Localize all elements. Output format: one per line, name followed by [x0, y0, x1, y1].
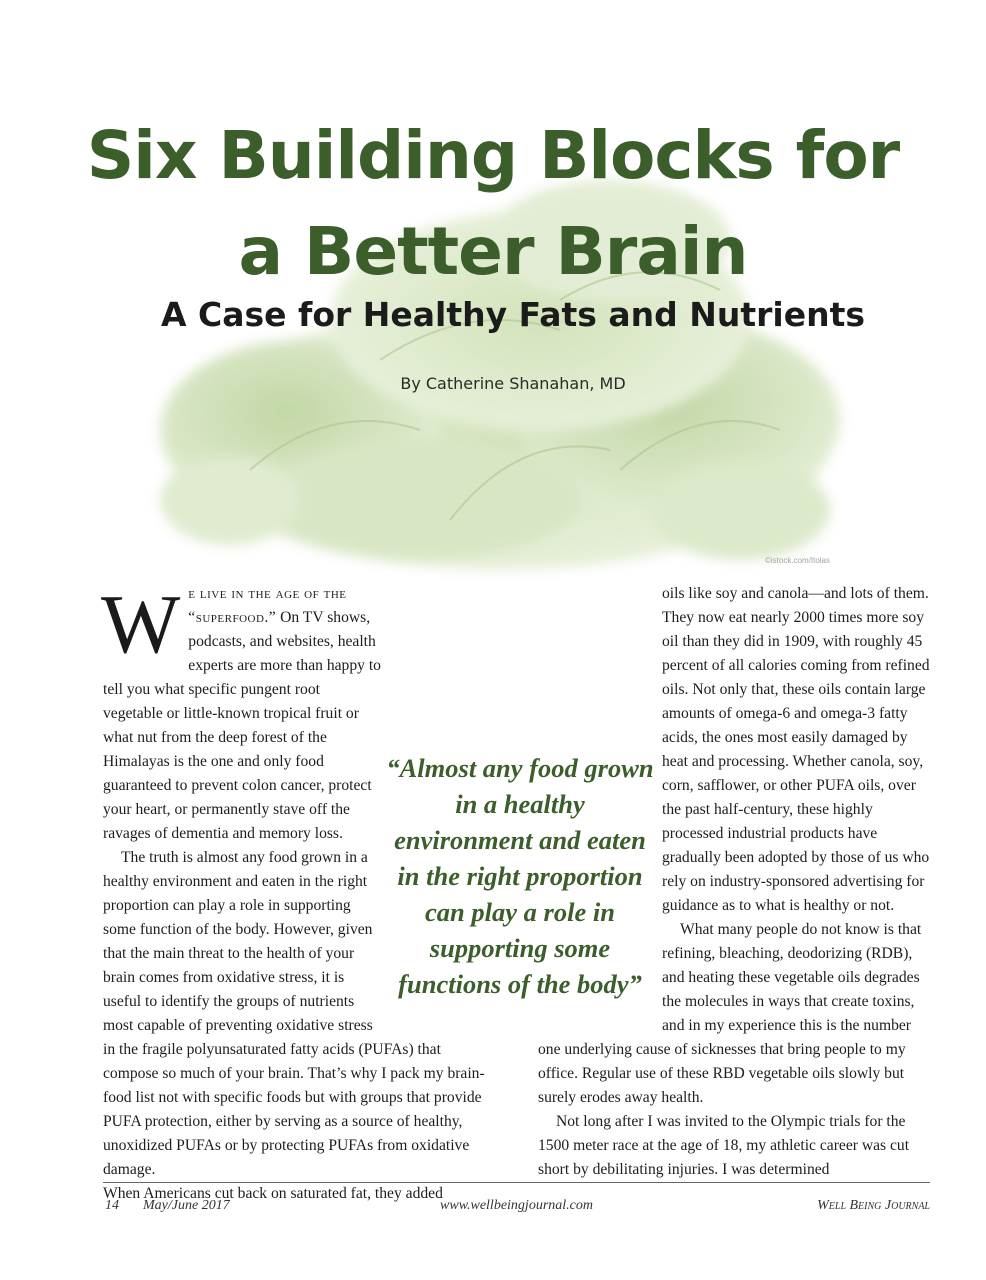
lead-in-smallcaps: e live in the age of the “superfood.” — [188, 585, 347, 626]
page-number: 14 — [105, 1198, 119, 1213]
journal-url: www.wellbeingjournal.com — [440, 1198, 593, 1213]
image-credit: ©istock.com/Itolas — [764, 556, 830, 565]
paragraph-3-start: When Americans cut back on saturated fat, they added — [103, 1185, 443, 1202]
paragraph-1-text: On TV shows, podcasts, and websites, health experts are more than happy to tell you what specific pungent root vegetable or little-known tropical fruit or what nut from the deep forest of the Himalayas is the one and only food guaranteed to prevent colon cancer, protect your heart, or permanently stave off the ravages of dementia and memory loss. — [103, 609, 381, 842]
article-title: Six Building Blocks for a Better Brain — [86, 117, 900, 290]
issue-date: May/June 2017 — [143, 1198, 230, 1213]
paragraph-5: Not long after I was invited to the Olympic trials for the 1500 meter race at the age of 18, my athletic career was cut short by debilitating injuries. I was determined — [538, 1113, 910, 1178]
paragraph-2: The truth is almost any food grown in a healthy environment and eaten in the right proportion can play a role in supporting some function of the body. However, given that the main threat to the health of your brain comes from oxidative stress, it is useful to identify the groups of nutrients most capable of preventing oxidative stress in the fragile polyunsaturated fatty acids (PUFAs) that compose so much of your brain. That’s why I pack my brain-food list not with specific foods but with groups that provide PUFA protection, either by serving as a source of healthy, unoxidized PUFAs or by protecting PUFAs from oxidative damage. — [103, 849, 485, 1178]
drop-cap: W — [101, 578, 181, 671]
pull-quote: “Almost any food grown in a healthy environment and eaten in the right proportion can play a role in supporting some functions of the body” — [386, 753, 654, 999]
paragraph-4: What many people do not know is that refining, bleaching, deodorizing (RDB), and heating these vegetable oils degrades the molecules in ways that create toxins, and in my experience this is the number one underlying cause of sicknesses that bring people to my office. Regular use of these RBD vegetable oils slowly but surely erodes away health. — [538, 921, 922, 1106]
paragraph-3-continued: oils like soy and canola—and lots of them. They now eat nearly 2000 times more soy oil than they did in 1909, with roughly 45 percent of all calories coming from refined oils. Not only that, these oils contain large amounts of omega-6 and omega-3 fatty acids, the ones most easily damaged by heat and processing. Whether canola, soy, corn, safflower, or other PUFA oils, over the past half-century, these highly processed industrial products have gradually been adopted by those of us who rely on industry-sponsored advertising for guidance as to what is healthy or not. — [662, 585, 930, 914]
article-subtitle: A Case for Healthy Fats and Nutrients — [160, 295, 866, 334]
journal-name: Well Being Journal — [817, 1198, 930, 1213]
article-byline: By Catherine Shanahan, MD — [400, 374, 626, 393]
